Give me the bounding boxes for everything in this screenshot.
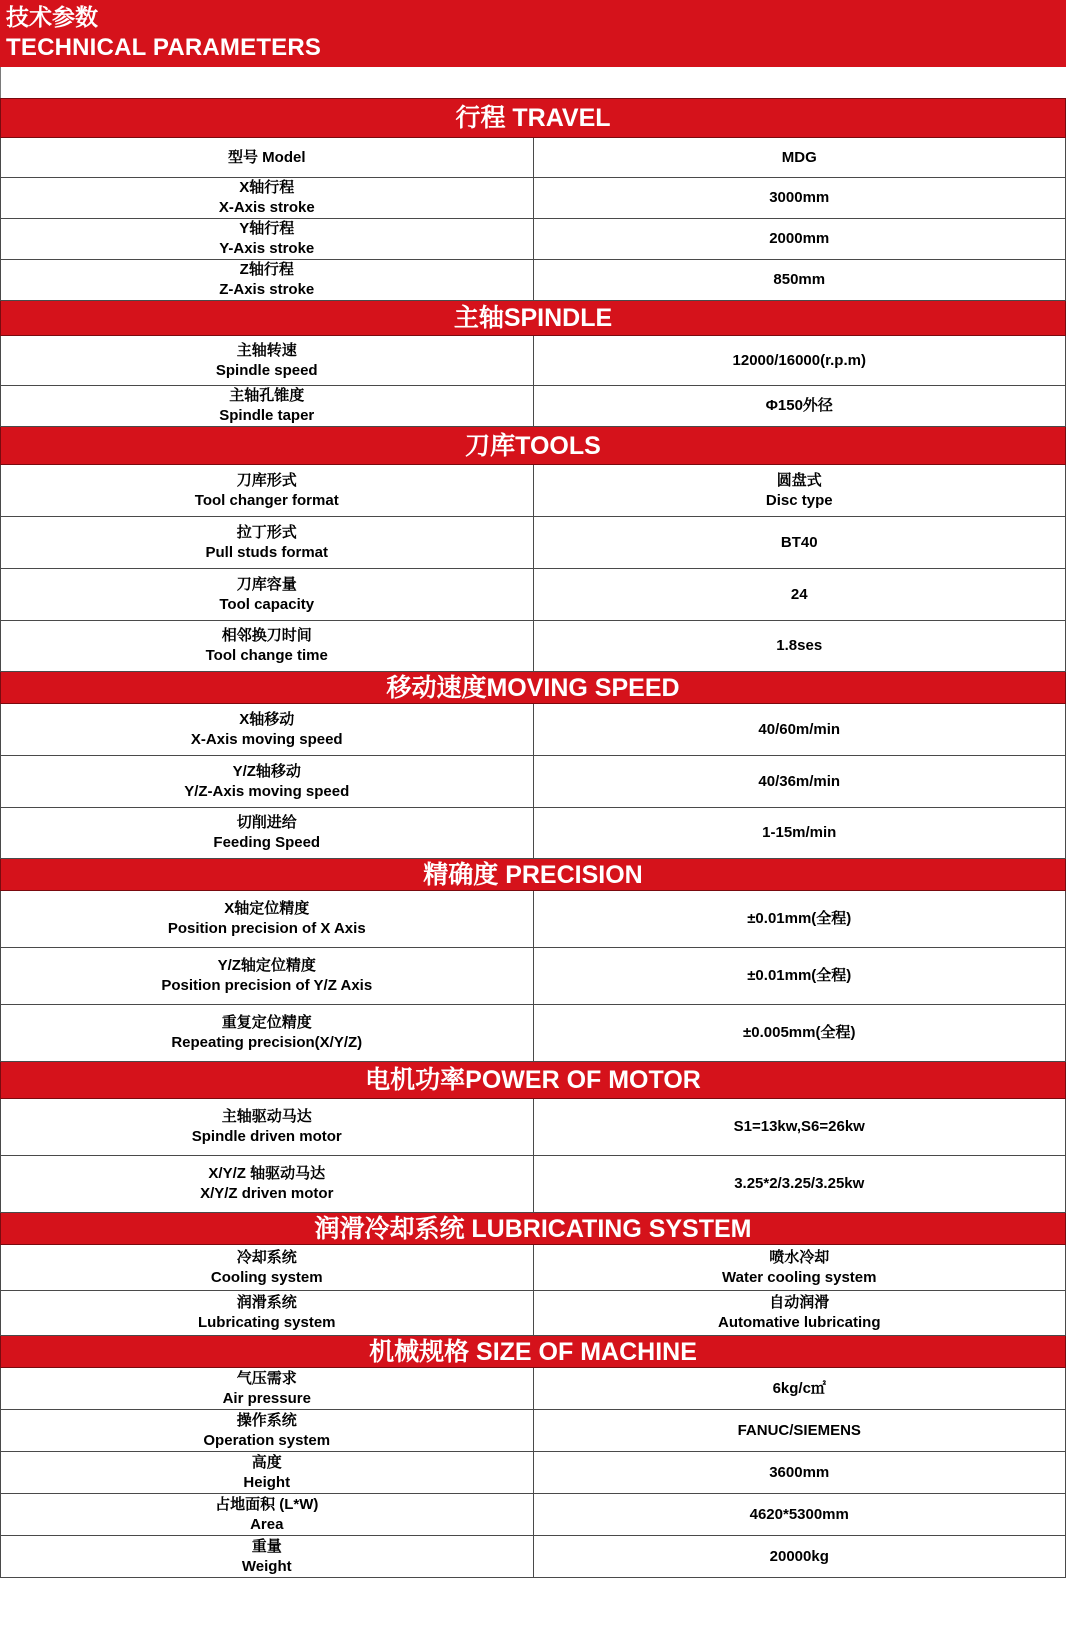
section-header-row	[1, 1213, 1066, 1245]
parameter-label-line: Position precision of Y/Z Axis	[161, 977, 373, 994]
parameter-label	[1, 465, 534, 517]
parameter-label	[1, 1099, 534, 1156]
parameter-value-line: 3000mm	[769, 189, 830, 206]
section-title: 电机功率POWER OF MOTOR	[1, 1062, 1066, 1099]
parameter-label-line: Tool changer format	[194, 491, 339, 509]
parameter-label-line: X轴行程	[239, 179, 295, 196]
parameter-label-line: Cooling system	[210, 1268, 323, 1286]
parameter-label	[1, 1494, 534, 1536]
table-row	[1, 1536, 1066, 1578]
parameter-value	[533, 621, 1066, 672]
table-row	[1, 517, 1066, 569]
parameter-value-line: 2000mm	[769, 230, 830, 247]
header-spacer	[0, 67, 1066, 98]
section-header-row	[1, 1336, 1066, 1368]
section-header-row	[1, 1062, 1066, 1099]
parameter-label-line: X/Y/Z driven motor	[200, 1185, 334, 1202]
parameter-value-line: 圆盘式	[776, 471, 822, 489]
parameter-label-line: 相邻换刀时间	[221, 627, 312, 644]
parameter-label-line: Y-Axis stroke	[219, 240, 315, 257]
parameter-label-line: 主轴驱动马达	[221, 1108, 312, 1125]
parameter-label	[1, 1156, 534, 1213]
parameter-value-line: 40/36m/min	[758, 772, 841, 790]
parameter-label-line: Weight	[241, 1557, 292, 1575]
parameter-value	[533, 808, 1066, 859]
parameter-label-line: 刀库容量	[236, 575, 297, 593]
parameter-label	[1, 704, 534, 756]
parameter-value	[533, 517, 1066, 569]
parameter-value-line: MDG	[781, 148, 817, 166]
parameter-value-line: 20000kg	[769, 1547, 829, 1565]
parameter-value	[533, 219, 1066, 260]
parameter-value	[533, 1452, 1066, 1494]
parameter-value-line: Water cooling system	[722, 1268, 877, 1286]
parameter-value-line: 3.25*2/3.25/3.25kw	[734, 1175, 865, 1192]
parameter-label	[1, 386, 534, 427]
table-row	[1, 756, 1066, 808]
parameter-label	[1, 1005, 534, 1062]
parameter-label-line: Spindle speed	[215, 361, 318, 379]
parameter-label-line: Z-Axis stroke	[219, 281, 315, 298]
parameter-value	[533, 138, 1066, 178]
parameter-value	[533, 948, 1066, 1005]
parameter-label-line: Tool change time	[205, 647, 328, 664]
parameter-value	[533, 756, 1066, 808]
parameter-value-line: 喷水冷却	[769, 1248, 830, 1266]
parameter-label-line: Position precision of X Axis	[167, 920, 366, 937]
parameter-value-line: S1=13kw,S6=26kw	[733, 1118, 865, 1135]
parameter-label-line: 型号 Model	[228, 148, 306, 166]
parameter-value	[533, 260, 1066, 301]
parameter-value	[533, 336, 1066, 386]
parameter-label-line: 冷却系统	[236, 1248, 297, 1266]
parameter-label-line: Y轴行程	[239, 220, 295, 237]
parameter-value-line: Φ150外径	[765, 397, 833, 414]
parameter-value-line: Disc type	[765, 491, 833, 509]
parameter-value-line: FANUC/SIEMENS	[737, 1421, 861, 1439]
title-en: TECHNICAL PARAMETERS	[6, 34, 322, 61]
parameter-value	[533, 569, 1066, 621]
parameter-label-line: Pull studs format	[205, 543, 328, 561]
table-row	[1, 1291, 1066, 1336]
parameter-label	[1, 1536, 534, 1578]
parameter-label-line: Spindle driven motor	[191, 1128, 342, 1145]
parameter-value	[533, 178, 1066, 219]
parameter-value-line: 24	[790, 585, 808, 603]
section-title: 刀库TOOLS	[1, 427, 1066, 465]
parameter-value-line: 1-15m/min	[762, 824, 837, 841]
parameter-value-line: 4620*5300mm	[749, 1505, 849, 1523]
parameter-label-line: 气压需求	[236, 1369, 297, 1387]
parameter-value	[533, 1494, 1066, 1536]
section-title: 行程 TRAVEL	[1, 99, 1066, 138]
parameter-value	[533, 465, 1066, 517]
parameters-table	[0, 98, 1066, 1578]
parameter-value	[533, 1291, 1066, 1336]
section-title: 润滑冷却系统 LUBRICATING SYSTEM	[1, 1213, 1066, 1245]
parameter-label-line: Feeding Speed	[213, 834, 321, 851]
parameter-value	[533, 1099, 1066, 1156]
table-row	[1, 219, 1066, 260]
parameter-label-line: 主轴孔锥度	[229, 387, 305, 404]
parameter-value-line: ±0.01mm(全程)	[747, 967, 852, 984]
parameter-label	[1, 260, 534, 301]
title-cn: 技术参数	[6, 4, 98, 30]
parameter-label-line: X轴移动	[239, 710, 295, 728]
parameter-label-line: 润滑系统	[236, 1294, 297, 1311]
table-row	[1, 948, 1066, 1005]
parameter-label-line: Operation system	[203, 1431, 331, 1449]
parameter-label-line: 重量	[251, 1537, 282, 1555]
table-row	[1, 1494, 1066, 1536]
section-header-row	[1, 427, 1066, 465]
parameter-label-line: 拉丁形式	[236, 523, 297, 541]
table-row	[1, 138, 1066, 178]
parameter-label-line: Z轴行程	[239, 261, 294, 278]
parameters-table-body	[1, 99, 1066, 1578]
table-row	[1, 260, 1066, 301]
section-header-row	[1, 859, 1066, 891]
parameter-value-line: 自动润滑	[769, 1294, 830, 1311]
parameter-label	[1, 1368, 534, 1410]
parameter-label	[1, 138, 534, 178]
parameter-label-line: Y/Z-Axis moving speed	[184, 782, 350, 800]
parameter-value-line: 6kg/c㎡	[772, 1379, 826, 1397]
parameter-label	[1, 1410, 534, 1452]
table-row	[1, 336, 1066, 386]
table-row	[1, 1368, 1066, 1410]
parameter-label-line: 占地面积 (L*W)	[215, 1495, 319, 1513]
table-row	[1, 891, 1066, 948]
parameter-value-line: 850mm	[773, 271, 826, 288]
parameter-label	[1, 517, 534, 569]
table-row	[1, 1410, 1066, 1452]
table-row	[1, 621, 1066, 672]
table-row	[1, 704, 1066, 756]
parameter-label	[1, 1291, 534, 1336]
parameter-value-line: 40/60m/min	[758, 720, 841, 738]
parameter-label-line: 刀库形式	[236, 471, 297, 489]
table-row	[1, 1245, 1066, 1291]
parameter-label-line: Y/Z轴移动	[232, 762, 301, 780]
section-header-row	[1, 99, 1066, 138]
parameter-value	[533, 386, 1066, 427]
parameter-label	[1, 1452, 534, 1494]
table-row	[1, 808, 1066, 859]
parameter-value	[533, 1368, 1066, 1410]
parameter-value	[533, 1536, 1066, 1578]
parameter-value-line: 1.8ses	[776, 637, 823, 654]
table-row	[1, 1005, 1066, 1062]
parameter-label-line: Air pressure	[222, 1389, 311, 1407]
parameter-value-line: ±0.005mm(全程)	[743, 1024, 856, 1041]
parameter-label	[1, 756, 534, 808]
parameter-label-line: 切削进给	[236, 814, 297, 831]
table-row	[1, 1156, 1066, 1213]
parameter-label-line: Lubricating system	[197, 1314, 336, 1331]
table-row	[1, 386, 1066, 427]
parameter-label-line: X/Y/Z 轴驱动马达	[208, 1165, 326, 1182]
parameter-value-line: 3600mm	[769, 1463, 830, 1481]
parameter-label-line: X轴定位精度	[224, 900, 310, 917]
parameter-label	[1, 569, 534, 621]
parameter-label	[1, 891, 534, 948]
parameter-value	[533, 704, 1066, 756]
section-title: 机械规格 SIZE OF MACHINE	[1, 1336, 1066, 1368]
parameter-value	[533, 1245, 1066, 1291]
parameter-label-line: 重复定位精度	[221, 1014, 312, 1031]
section-header-row	[1, 301, 1066, 336]
section-title: 移动速度MOVING SPEED	[1, 672, 1066, 704]
parameter-value-line: Automative lubricating	[717, 1314, 881, 1331]
section-title: 精确度 PRECISION	[1, 859, 1066, 891]
parameter-label	[1, 178, 534, 219]
parameter-label-line: Tool capacity	[219, 595, 315, 613]
parameter-label	[1, 621, 534, 672]
parameter-value	[533, 1410, 1066, 1452]
section-title: 主轴SPINDLE	[1, 301, 1066, 336]
parameter-label	[1, 219, 534, 260]
parameter-label-line: Repeating precision(X/Y/Z)	[171, 1034, 363, 1051]
parameter-value	[533, 1156, 1066, 1213]
parameter-label	[1, 948, 534, 1005]
parameter-label-line: 高度	[251, 1453, 282, 1471]
parameter-label	[1, 336, 534, 386]
parameter-label	[1, 808, 534, 859]
parameter-value-line: 12000/16000(r.p.m)	[732, 351, 866, 369]
parameter-label-line: Y/Z轴定位精度	[217, 957, 316, 974]
parameter-value	[533, 1005, 1066, 1062]
table-row	[1, 569, 1066, 621]
title-banner	[0, 0, 1066, 67]
table-row	[1, 1452, 1066, 1494]
table-row	[1, 465, 1066, 517]
parameter-label-line: Area	[250, 1515, 284, 1533]
parameter-label-line: Height	[243, 1473, 291, 1491]
parameter-value	[533, 891, 1066, 948]
parameter-value-line: BT40	[780, 533, 818, 551]
parameter-value-line: ±0.01mm(全程)	[747, 910, 852, 927]
parameter-label-line: 主轴转速	[236, 341, 297, 359]
parameter-label-line: X-Axis moving speed	[190, 730, 343, 748]
section-header-row	[1, 672, 1066, 704]
table-row	[1, 178, 1066, 219]
parameter-label-line: X-Axis stroke	[218, 199, 315, 216]
parameter-label-line: Spindle taper	[219, 407, 315, 424]
parameter-label-line: 操作系统	[236, 1411, 297, 1429]
table-row	[1, 1099, 1066, 1156]
parameter-label	[1, 1245, 534, 1291]
